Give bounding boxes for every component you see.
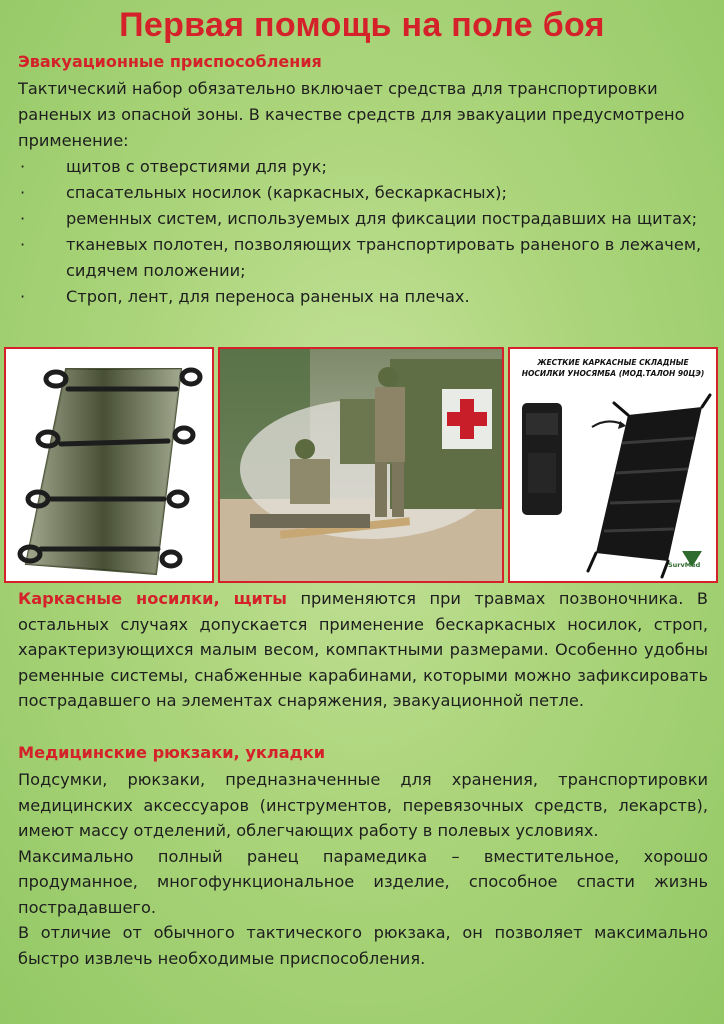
paragraph: Подсумки, рюкзаки, предназначенные для хранения, транспортировки медицинских аксессуаров (инструментов, перевязочных средств, лекарств), имеют массу отделений, облегчающих работу в полевых условиях. [18, 770, 708, 840]
section-medical-backpacks-body [18, 767, 708, 971]
section-evacuation-body [18, 76, 708, 310]
soft-stretcher-illustration [6, 349, 212, 581]
section-rigid-stretchers-body [18, 586, 708, 714]
bullet-marker: · [20, 209, 26, 228]
photo-caption-line2: НОСИЛКИ УНОСЯМБА (МОД.ТАЛОН 90ЦЭ) [521, 369, 705, 378]
list-item [18, 206, 708, 232]
list-item [18, 180, 708, 206]
paragraph: В отличие от обычного тактического рюкзака, он позволяет максимально быстро извлечь необходимые приспособления. [18, 923, 708, 968]
photo-caption-line1: ЖЕСТКИЕ КАРКАСНЫЕ СКЛАДНЫЕ [537, 358, 689, 367]
photo-field-evacuation [218, 347, 504, 583]
list-item-text: тканевых полотен, позволяющих транспортировать раненого в лежачем, сидячем положении; [66, 235, 702, 280]
lead-phrase: Каркасные носилки, щиты [18, 589, 287, 608]
list-item-text: щитов с отверстиями для рук; [66, 157, 327, 176]
section-heading-evacuation: Эвакуационные приспособления [18, 52, 322, 71]
list-item [18, 284, 708, 310]
list-item [18, 154, 708, 180]
photo-rigid-folding-stretcher [508, 347, 718, 583]
page-title: Первая помощь на поле боя [119, 6, 605, 44]
field-evacuation-illustration [220, 349, 502, 581]
section-heading-medical-backpacks: Медицинские рюкзаки, укладки [18, 743, 326, 762]
intro-paragraph: Тактический набор обязательно включает средства для транспортировки раненых из опасной зоны. В качестве средств для эвакуации предусмотрено применение: [18, 79, 685, 150]
rigid-stretcher-illustration [510, 383, 716, 581]
photo-soft-stretcher [4, 347, 214, 583]
brand-label: SurvMed [668, 561, 701, 569]
bullet-marker: · [20, 287, 26, 306]
list-item-text: ременных систем, используемых для фиксации пострадавших на щитах; [66, 209, 698, 228]
list-item-text: спасательных носилок (каркасных, бескаркасных); [66, 183, 507, 202]
paragraph: Максимально полный ранец парамедика – вместительное, хорошо продуманное, многофункциональное изделие, способное спасти жизнь пострадавшего. [18, 846, 708, 917]
section-rigid-stretchers-text: применяются при травмах позвоночника. В остальных случаях допускается применение бескаркасных носилок, строп, характеризующихся малым весом, компактными размерами. Особенно удобны ременные системы, снабженные карабинами, которыми можно зафиксировать пострадавшего на элементах снаряжения, эвакуационной петле. [18, 589, 708, 710]
bullet-marker: · [20, 183, 26, 202]
list-item-text: Строп, лент, для переноса раненых на плечах. [66, 287, 470, 306]
bullet-marker: · [20, 157, 26, 176]
bullet-marker: · [20, 235, 26, 254]
list-item [18, 232, 708, 284]
